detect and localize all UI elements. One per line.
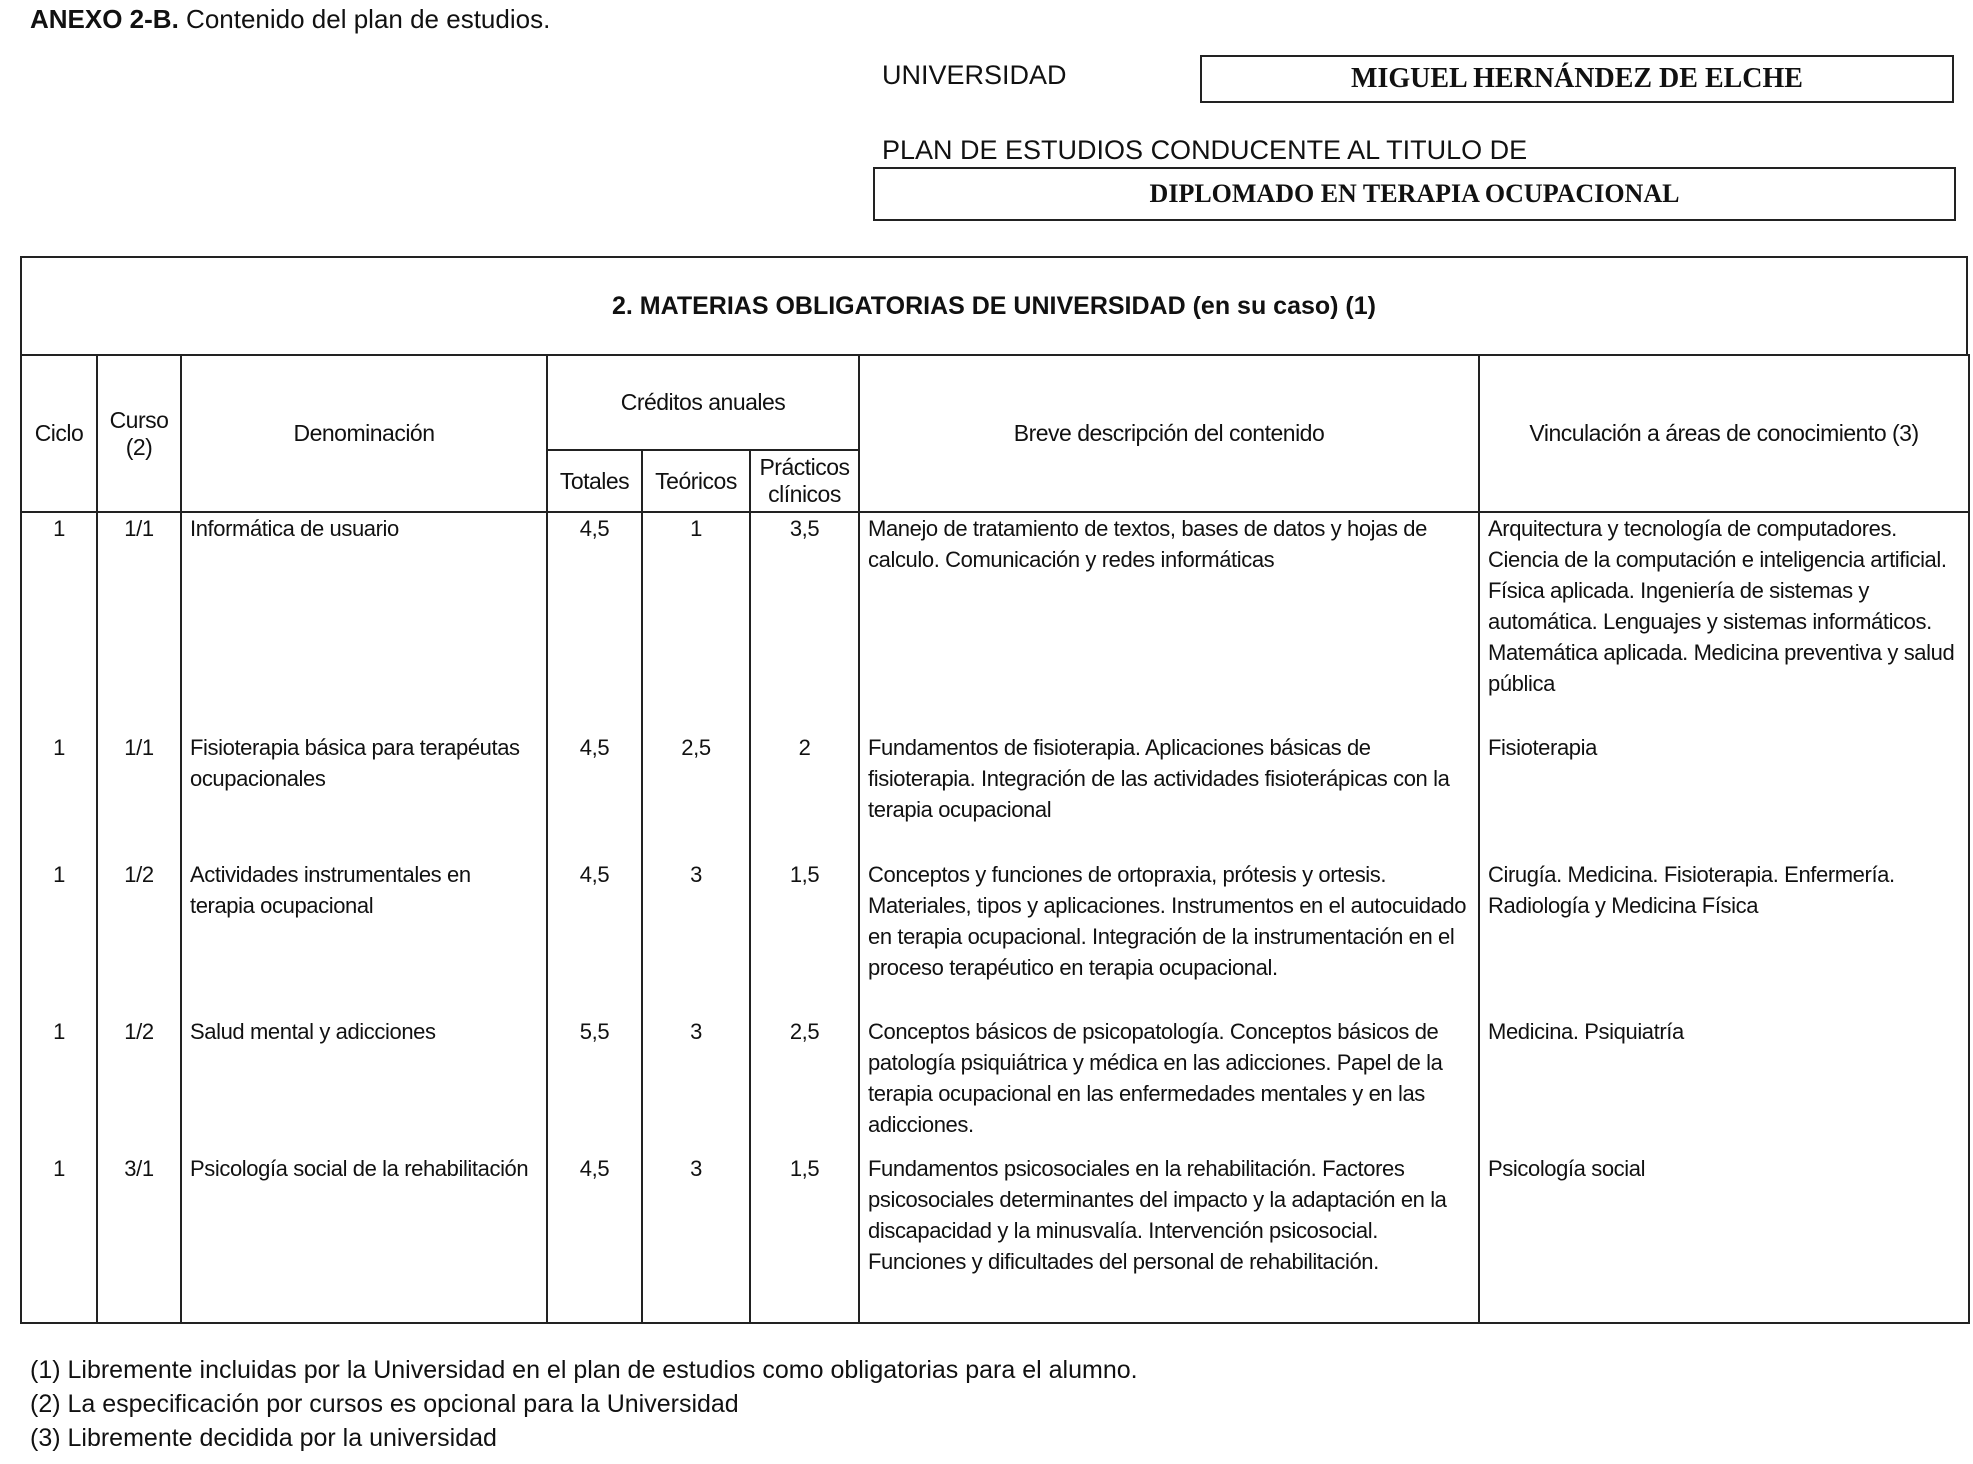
subjects-table (20, 354, 1970, 1324)
cell-descripcion: Fundamentos psicosociales en la rehabilitación. Factores psicosociales determinantes del impacto y la adaptación en la discapacidad y la minusvalía. Intervención psicosocial. Funciones y dificultades del personal de rehabilitación. (859, 1153, 1479, 1323)
cell-curso: 1/1 (97, 732, 181, 859)
table-row (21, 732, 1969, 859)
cell-descripcion: Manejo de tratamiento de textos, bases de datos y hojas de calculo. Comunicación y redes informáticas (859, 512, 1479, 732)
cell-vinculacion: Fisioterapia (1479, 732, 1969, 859)
col-totales: Totales (547, 450, 642, 512)
cell-practicos: 1,5 (750, 1153, 859, 1323)
cell-descripcion: Conceptos básicos de psicopatología. Conceptos básicos de patología psiquiátrica y médica en las adicciones. Papel de la terapia ocupacional en las enfermedades mentales y en las adicciones. (859, 1016, 1479, 1153)
table-row (21, 512, 1969, 732)
cell-vinculacion: Psicología social (1479, 1153, 1969, 1323)
degree-name-box: DIPLOMADO EN TERAPIA OCUPACIONAL (873, 167, 1956, 221)
cell-denominacion: Informática de usuario (181, 512, 547, 732)
cell-descripcion: Conceptos y funciones de ortopraxia, prótesis y ortesis. Materiales, tipos y aplicaciones. Instrumentos en el autocuidado en terapia ocupacional. Integración de la instrumentación en el proceso terapéutico en terapia ocupacional. (859, 859, 1479, 1016)
col-vinculacion: Vinculación a áreas de conocimiento (3) (1479, 355, 1969, 512)
cell-totales: 4,5 (547, 859, 642, 1016)
cell-ciclo: 1 (21, 512, 97, 732)
footnote-3: (3) Libremente decidida por la universidad (30, 1424, 497, 1452)
cell-totales: 4,5 (547, 1153, 642, 1323)
cell-totales: 4,5 (547, 732, 642, 859)
col-teoricos: Teóricos (642, 450, 750, 512)
cell-teoricos: 2,5 (642, 732, 750, 859)
cell-curso: 3/1 (97, 1153, 181, 1323)
cell-curso: 1/2 (97, 1016, 181, 1153)
cell-practicos: 2 (750, 732, 859, 859)
section-title: 2. MATERIAS OBLIGATORIAS DE UNIVERSIDAD (en su caso) (1) (20, 256, 1968, 354)
university-label: UNIVERSIDAD (882, 60, 1067, 90)
cell-vinculacion: Cirugía. Medicina. Fisioterapia. Enfermería. Radiología y Medicina Física (1479, 859, 1969, 1016)
cell-denominacion: Actividades instrumentales en terapia ocupacional (181, 859, 547, 1016)
cell-ciclo: 1 (21, 732, 97, 859)
cell-vinculacion: Medicina. Psiquiatría (1479, 1016, 1969, 1153)
col-ciclo: Ciclo (21, 355, 97, 512)
col-descripcion: Breve descripción del contenido (859, 355, 1479, 512)
plan-label: PLAN DE ESTUDIOS CONDUCENTE AL TITULO DE (882, 135, 1528, 165)
annex-label: ANEXO 2-B. (30, 4, 179, 34)
cell-ciclo: 1 (21, 1016, 97, 1153)
col-denominacion: Denominación (181, 355, 547, 512)
table-row (21, 1153, 1969, 1323)
cell-practicos: 2,5 (750, 1016, 859, 1153)
cell-vinculacion: Arquitectura y tecnología de computadores. Ciencia de la computación e inteligencia artificial. Física aplicada. Ingeniería de sistemas y automática. Lenguajes y sistemas informáticos. Matemática aplicada. Medicina preventiva y salud pública (1479, 512, 1969, 732)
cell-curso: 1/1 (97, 512, 181, 732)
cell-ciclo: 1 (21, 1153, 97, 1323)
footnote-2: (2) La especificación por cursos es opcional para la Universidad (30, 1390, 739, 1418)
annex-heading (30, 4, 550, 35)
table-row (21, 859, 1969, 1016)
cell-teoricos: 3 (642, 859, 750, 1016)
table-row (21, 1016, 1969, 1153)
cell-descripcion: Fundamentos de fisioterapia. Aplicaciones básicas de fisioterapia. Integración de las actividades fisioterápicas con la terapia ocupacional (859, 732, 1479, 859)
footnote-1: (1) Libremente incluidas por la Universidad en el plan de estudios como obligatorias para el alumno. (30, 1356, 1138, 1384)
cell-teoricos: 3 (642, 1016, 750, 1153)
col-creditos: Créditos anuales (547, 355, 859, 450)
university-name-box: MIGUEL HERNÁNDEZ DE ELCHE (1200, 55, 1954, 103)
col-practicos: Prácticos clínicos (750, 450, 859, 512)
cell-totales: 4,5 (547, 512, 642, 732)
col-curso: Curso (2) (97, 355, 181, 512)
cell-teoricos: 3 (642, 1153, 750, 1323)
cell-ciclo: 1 (21, 859, 97, 1016)
cell-practicos: 3,5 (750, 512, 859, 732)
cell-totales: 5,5 (547, 1016, 642, 1153)
header-row (21, 355, 1969, 450)
cell-practicos: 1,5 (750, 859, 859, 1016)
cell-denominacion: Psicología social de la rehabilitación (181, 1153, 547, 1323)
cell-denominacion: Salud mental y adicciones (181, 1016, 547, 1153)
annex-description: Contenido del plan de estudios. (178, 4, 551, 34)
cell-curso: 1/2 (97, 859, 181, 1016)
cell-denominacion: Fisioterapia básica para terapéutas ocupacionales (181, 732, 547, 859)
cell-teoricos: 1 (642, 512, 750, 732)
